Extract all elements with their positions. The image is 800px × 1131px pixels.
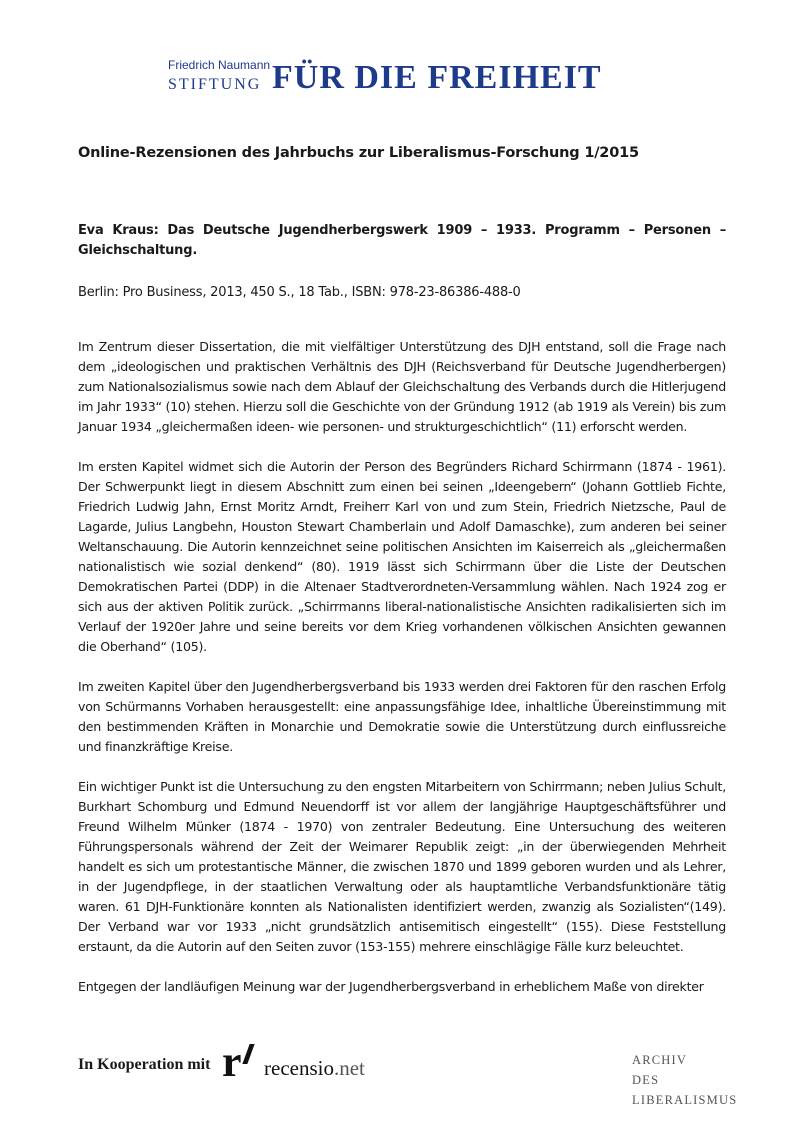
paragraph: Im ersten Kapitel widmet sich die Autorin der Person des Begründers Richard Schirrmann (1874 - 1961). Der Schwerpunkt liegt in diesem Abschnitt zum einen bei seinen „Ideengebern“ (Johann Gottlieb Fichte, Friedrich Ludwig Jahn, Ernst Moritz Arndt, Freiherr Karl von und zum Stein, Friedrich Nietzsche, Paul de Lagarde, Julius Langbehn, Houston Stewart Chamberlain und Adolf Damaschke), zum anderen bei seiner Weltanschauung. Die Autorin kennzeichnet seine politischen Ansichten im Kaiserreich als „gleichermaßen nationalistisch wie sozial denkend“ (80). 1919 lässt sich Schirrmann über die Liste der Deutschen Demokratischen Partei (DDP) in die Altenaer Stadtverordneten-Versammlung wählen. Nach 1924 zog er sich aus der aktiven Politik zurück. „Schirrmanns liberal-nationalistische Ansichten radikalisierten sich im Verlauf der 1920er Jahre und seine bereits vor dem Krieg vorhandenen völkischen Ansichten gewannen die Oberhand“ (105). <box>78 459 726 654</box>
recensio-logo <box>222 1037 382 1086</box>
bibliographic-info: Berlin: Pro Business, 2013, 450 S., 18 Tab., ISBN: 978-23-86386-488-0 <box>78 285 521 300</box>
recensio-r-letter: r <box>222 1037 242 1086</box>
archiv-line: LIBERALISMUS <box>632 1093 738 1107</box>
recensio-name: recensio <box>264 1056 334 1080</box>
recensio-slash-mark <box>242 1044 254 1064</box>
recensio-wordmark <box>264 1056 365 1081</box>
archiv-line: DES <box>632 1073 660 1087</box>
archiv-logo <box>632 1050 737 1110</box>
logo-foundation-name: Friedrich Naumann <box>168 58 271 72</box>
paragraph: Ein wichtiger Punkt ist die Untersuchung zu den engsten Mitarbeitern von Schirrmann; neben Julius Schult, Burkhart Schomburg und Edmund Neuendorff ist vor allem der langjährige Hauptgeschäftsführer und Freund Wilhelm Münker (1874 - 1970) von zentraler Bedeutung. Eine Untersuchung des weiteren Führungspersonals während der Zeit der Weimarer Republik zeigt: „in der überwiegenden Mehrheit handelt es sich um protestantische Männer, die zwischen 1870 und 1899 geboren wurden und als Lehrer, in der Jugendpflege, in der staatlichen Verwaltung oder als hauptamtliche Verbandsfunktionäre tätig waren. 61 DJH-Funktionäre konnten als Nationalisten identifiziert werden, zwanzig als Sozialisten“(149). Der Verband war vor 1933 „nicht grundsätzlich antisemitisch eingestellt“ (155). Diese Feststellung erstaunt, da die Autorin auf den Seiten zuvor (153-155) mehrere einschlägige Fälle kurz beleuchtet. <box>78 779 726 954</box>
paragraph: Im Zentrum dieser Dissertation, die mit vielfältiger Unterstützung des DJH entstand, soll die Frage nach dem „ideologischen und praktischen Verhältnis des DJH (Reichsverband für Deutsche Jugendherbergen) zum Nationalsozialismus sowie nach dem Ablauf der Gleichschaltung des Verbands durch die Hitlerjugend im Jahr 1933“ (10) stehen. Hierzu soll die Geschichte von der Gründung 1912 (ab 1919 als Verein) bis zum Januar 1934 „gleichermaßen ideen- wie personen- und strukturgeschichtlich“ (11) erforscht werden. <box>78 339 726 434</box>
archiv-line: ARCHIV <box>632 1053 688 1067</box>
paragraph: Entgegen der landläufigen Meinung war der Jugendherbergsverband in erheblichem Maße von direkter <box>78 979 704 994</box>
foundation-logo <box>168 58 608 100</box>
logo-main-text: FÜR DIE FREIHEIT <box>272 59 602 96</box>
paragraph: Im zweiten Kapitel über den Jugendherbergsverband bis 1933 werden drei Faktoren für den raschen Erfolg von Schürmanns Vorhaben herausgestellt: eine anpassungsfähige Idee, inhaltliche Übereinstimmung mit den bestimmenden Kräften in Monarchie und Demokratie sowie die Unterstützung durch einflussreiche und finanzkräftige Kreise. <box>78 679 726 754</box>
book-title: Eva Kraus: Das Deutsche Jugendherbergswerk 1909 – 1933. Programm – Personen – Gleichschaltung. <box>78 223 726 258</box>
review-body <box>78 337 726 1017</box>
logo-stiftung: STIFTUNG <box>168 76 262 93</box>
recensio-tld: .net <box>333 1056 365 1080</box>
cooperation-label: In Kooperation mit <box>78 1056 211 1073</box>
page-heading: Online-Rezensionen des Jahrbuchs zur Liberalismus-Forschung 1/2015 <box>78 145 639 161</box>
